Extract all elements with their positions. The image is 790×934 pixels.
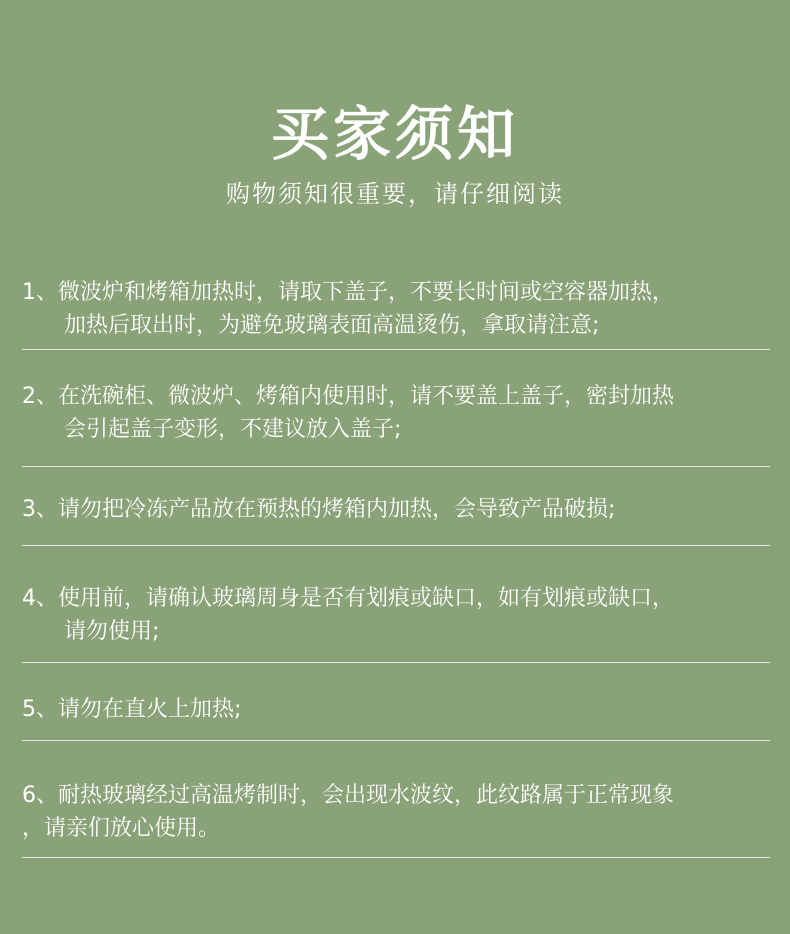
- notice-5-line-1: 5、请勿在直火上加热;: [22, 697, 242, 722]
- notice-2-line-2: 会引起盖子变形，不建议放入盖子;: [64, 417, 402, 442]
- notice-list: [22, 262, 770, 858]
- notice-item-3: [22, 467, 770, 546]
- notice-item-5: [22, 663, 770, 741]
- notice-3-line-1: 3、请勿把冷冻产品放在预热的烤箱内加热，会导致产品破损;: [22, 497, 616, 522]
- notice-6-line-1: 6、耐热玻璃经过高温烤制时，会出现水波纹，此纹路属于正常现象: [22, 783, 674, 808]
- notice-1-line-2: 加热后取出时，为避免玻璃表面高温烫伤，拿取请注意;: [64, 313, 600, 338]
- notice-6-line-2: ，请亲们放心使用。: [22, 816, 221, 841]
- page-subtitle: 购物须知很重要，请仔细阅读: [226, 180, 564, 208]
- notice-4-line-2: 请勿使用;: [64, 619, 160, 644]
- page-title: 买家须知: [270, 100, 519, 168]
- notice-item-1: [22, 262, 770, 350]
- notice-4-line-1: 4、使用前，请确认玻璃周身是否有划痕或缺口，如有划痕或缺口，: [22, 586, 674, 611]
- notice-item-6: [22, 741, 770, 858]
- notice-2-line-1: 2、在洗碗柜、微波炉、烤箱内使用时，请不要盖上盖子，密封加热: [22, 384, 674, 409]
- notice-item-2: [22, 350, 770, 467]
- notice-item-4: [22, 546, 770, 663]
- notice-1-line-1: 1、微波炉和烤箱加热时，请取下盖子，不要长时间或空容器加热，: [22, 280, 674, 305]
